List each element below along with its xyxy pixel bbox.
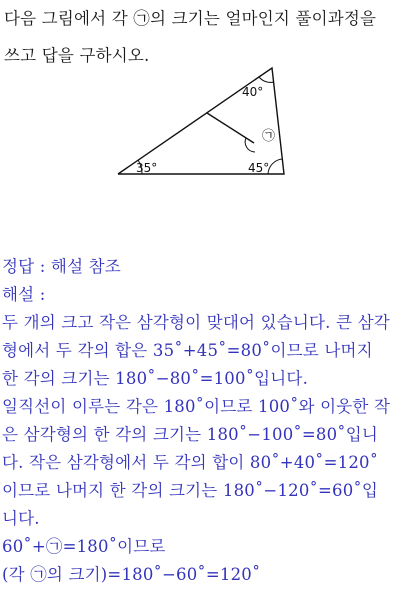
explanation-line: 형에서 두 각의 합은 35˚+45˚=80˚이므로 나머지: [2, 341, 373, 360]
explanation-line: 한 각의 크기는 180˚−80˚=100˚입니다.: [2, 369, 309, 388]
explanation-line: 은 삼각형의 한 각의 크기는 180˚−100˚=80˚입니: [2, 425, 379, 444]
explanation-title: 해설 :: [2, 285, 46, 304]
explanation-line: 다. 작은 삼각형에서 두 각의 합이 80˚+40˚=120˚: [2, 453, 379, 472]
triangle-edges: [118, 68, 284, 174]
angle-label-top: 40°: [242, 85, 264, 99]
angle-arc-top: [259, 77, 274, 82]
angle-label-mark: ㉠: [262, 129, 276, 144]
explanation-line: 이므로 나머지 한 각의 크기는 180˚−120˚=60˚입: [2, 481, 379, 500]
answer-section: [0, 253, 400, 589]
explanation-line: (각 ㉠의 크기)=180˚−60˚=120˚: [2, 565, 261, 584]
explanation-line: 니다.: [2, 509, 40, 528]
explanation-line: 일직선이 이루는 각은 180˚이므로 100˚와 이웃한 작: [2, 397, 391, 416]
question-line: 쓰고 답을 구하시오.: [4, 46, 150, 65]
explanation-line: 60˚+㉠=180˚이므로: [2, 537, 166, 556]
angle-label-bottom-right: 45°: [248, 161, 270, 175]
explanation-line: 두 개의 크고 작은 삼각형이 맞대어 있습니다. 큰 삼각: [2, 313, 390, 332]
inner-segment: [207, 113, 254, 143]
triangle-figure: [112, 62, 292, 182]
answer-line: 정답 : 해설 참조: [2, 257, 121, 276]
question-line: 다음 그림에서 각 ㉠의 크기는 얼마인지 풀이과정을: [4, 9, 377, 28]
angle-arc-right: [268, 159, 282, 174]
angle-label-bottom-left: 35°: [136, 161, 158, 175]
